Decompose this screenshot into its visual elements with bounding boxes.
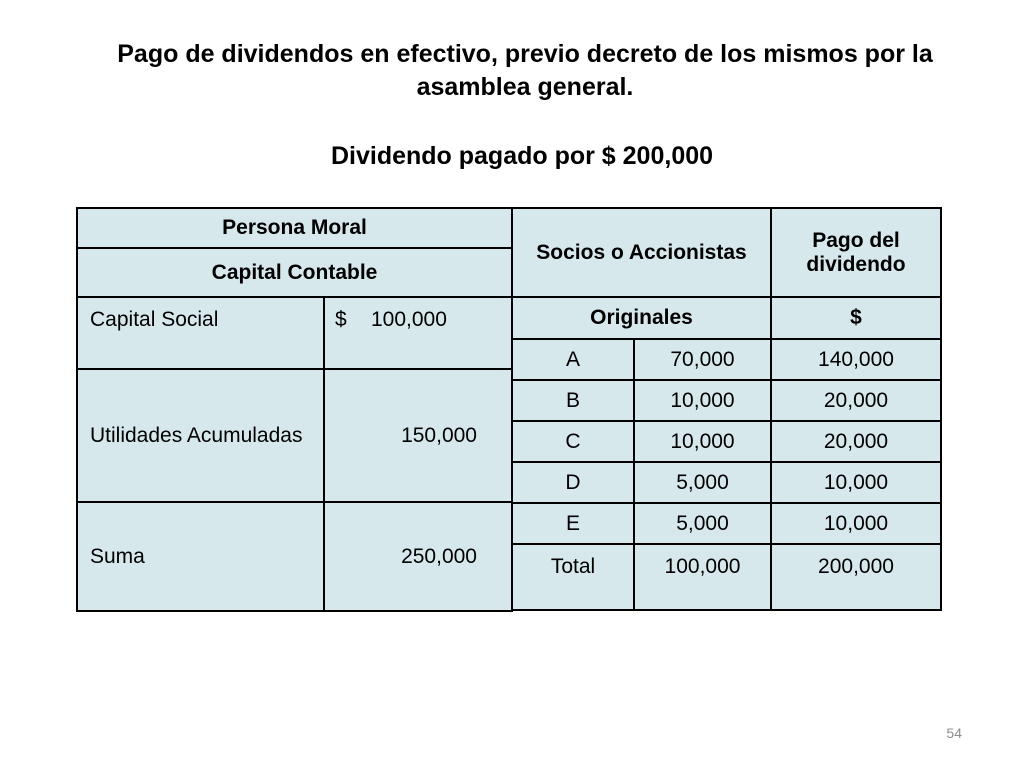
slide-subtitle: Dividendo pagado por $ 200,000 bbox=[330, 142, 714, 170]
table-row bbox=[77, 369, 512, 502]
original-cell: 5,000 bbox=[634, 503, 771, 544]
pago-cell: 140,000 bbox=[771, 339, 941, 380]
table-row bbox=[512, 503, 941, 544]
original-cell: 70,000 bbox=[634, 339, 771, 380]
row-value-amount: 100,000 bbox=[371, 308, 447, 331]
row-value: 150,000 bbox=[324, 369, 512, 502]
capital-contable-header: Capital Contable bbox=[77, 248, 512, 297]
socio-cell: C bbox=[512, 421, 634, 462]
pago-cell: 20,000 bbox=[771, 380, 941, 421]
pago-cell: 200,000 bbox=[771, 544, 941, 610]
originales-header: Originales bbox=[512, 297, 771, 339]
table-row bbox=[77, 502, 512, 611]
original-cell: 100,000 bbox=[634, 544, 771, 610]
page-number: 54 bbox=[946, 725, 962, 741]
slide-title: Pago de dividendos en efectivo, previo decreto de los mismos por la asamblea general. bbox=[117, 40, 933, 101]
pago-cell: 20,000 bbox=[771, 421, 941, 462]
row-label: Suma bbox=[77, 502, 324, 611]
persona-moral-header: Persona Moral bbox=[77, 208, 512, 248]
pago-dividendo-header: Pago del dividendo bbox=[771, 208, 941, 297]
socios-header: Socios o Accionistas bbox=[512, 208, 771, 297]
socio-cell: B bbox=[512, 380, 634, 421]
row-value: 250,000 bbox=[324, 502, 512, 611]
original-cell: 5,000 bbox=[634, 462, 771, 503]
table-row bbox=[512, 421, 941, 462]
currency-header: $ bbox=[771, 297, 941, 339]
original-cell: 10,000 bbox=[634, 421, 771, 462]
socio-cell: E bbox=[512, 503, 634, 544]
socio-cell: D bbox=[512, 462, 634, 503]
table-row bbox=[512, 462, 941, 503]
original-cell: 10,000 bbox=[634, 380, 771, 421]
socio-cell: A bbox=[512, 339, 634, 380]
row-label: Capital Social bbox=[77, 297, 324, 369]
table-row bbox=[77, 297, 512, 369]
table-row bbox=[512, 339, 941, 380]
currency-sign: $ bbox=[335, 308, 347, 331]
row-value bbox=[324, 297, 512, 369]
pago-cell: 10,000 bbox=[771, 503, 941, 544]
socio-cell: Total bbox=[512, 544, 634, 610]
table-row-total bbox=[512, 544, 941, 610]
row-label: Utilidades Acumuladas bbox=[77, 369, 324, 502]
table-row bbox=[512, 380, 941, 421]
pago-cell: 10,000 bbox=[771, 462, 941, 503]
dividendo-socios-table bbox=[511, 207, 942, 611]
capital-contable-table bbox=[76, 207, 513, 612]
